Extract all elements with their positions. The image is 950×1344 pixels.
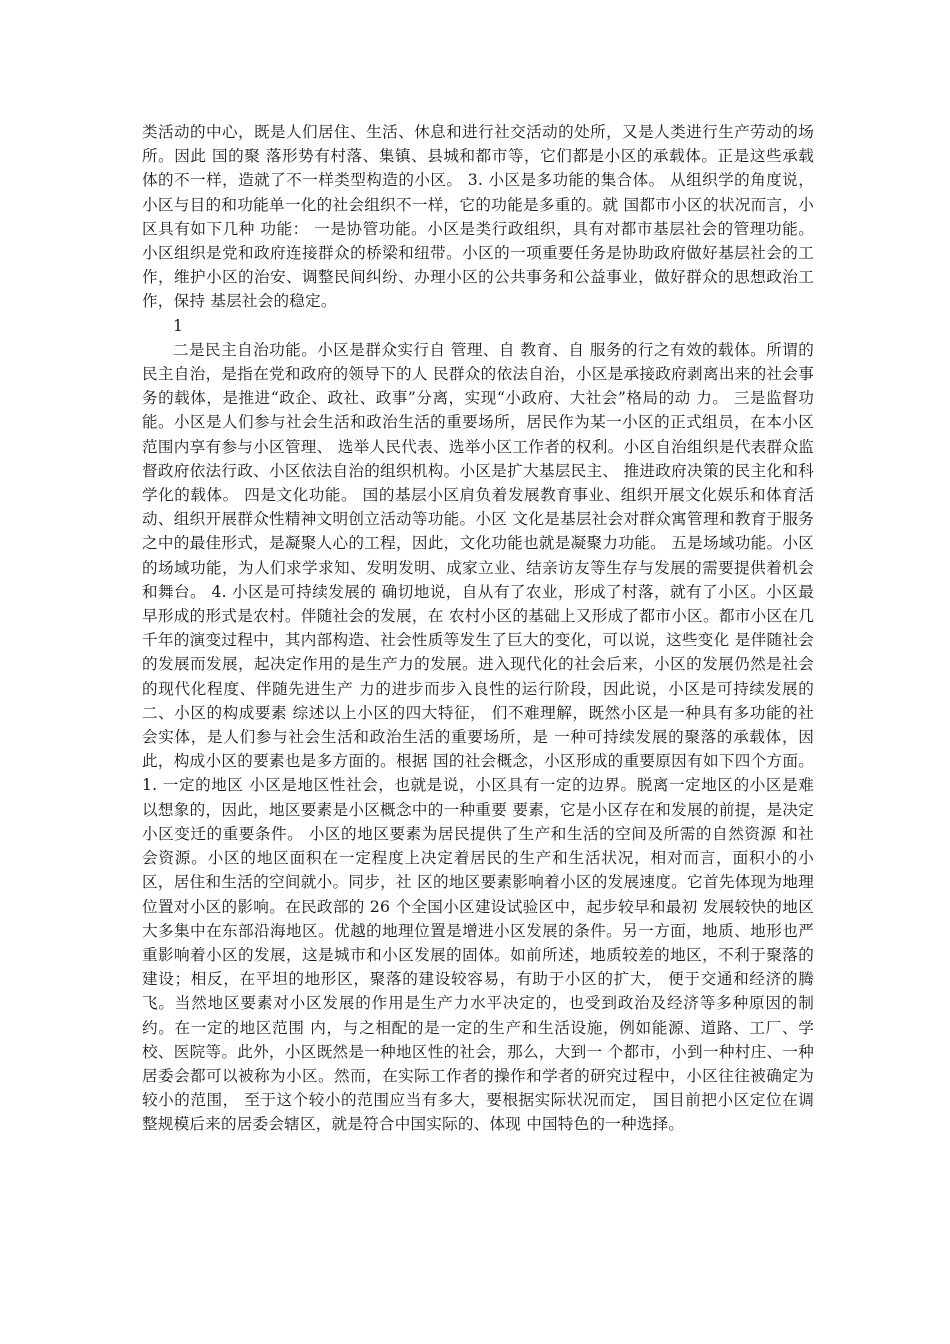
paragraph-autonomy-and-elements: 二是民主自治功能。小区是群众实行自 管理、自 教育、自 服务的行之有效的载体。所谓的民主自治，是指在党和政府的领导下的人 民群众的依法自治，小区是承接政府剥离出来的社会事务的载体，是推进“政企、政社、政事”分离，实现“小政府、大社会”格局的动 力。 三是监督功能。小区是人们参与社会生活和政治生活的重要场所，居民作为某一小区的正式组员，在本小区范围内享有参与小区管理、 选举人民代表、选举小区工作者的权利。小区自治组织是代表群众监督政府依法行政、小区依法自治的组织机构。小区是扩大基层民主、 推进政府决策的民主化和科学化的载体。 四是文化功能。 国的基层小区肩负着发展教育事业、组织开展文化娱乐和体育活动、组织开展群众性精神文明创立活动等功能。小区 文化是基层社会对群众寓管理和教育于服务之中的最佳形式，是凝聚人心的工程，因此，文化功能也就是凝聚力功能。 五是场域功能。小区的场域功能，为人们求学求知、发明发明、成家立业、结亲访友等生存与发展的需要提供着机会和舞台。 4. 小区是可持续发展的 确切地说，自从有了农业，形成了村落，就有了小区。小区最早形成的形式是农村。伴随社会的发展，在 农村小区的基础上又形成了都市小区。都市小区在几千年的演变过程中，其内部构造、社会性质等发生了巨大的变化，可以说，这些变化 是伴随社会的发展而发展，起决定作用的是生产力的发展。进入现代化的社会后来，小区的发展仍然是社会的现代化程度、伴随先进生产 力的进步而步入良性的运行阶段，因此说，小区是可持续发展的 二、小区的构成要素 综述以上小区的四大特征， 们不难理解，既然小区是一种具有多功能的社会实体，是人们参与社会生活和政治生活的重要场所，是 一种可持续发展的聚落的承载体，因此，构成小区的要素也是多方面的。根据 国的社会概念，小区形成的重要原因有如下四个方面。 1. 一定的地区 小区是地区性社会，也就是说，小区具有一定的边界。脱离一定地区的小区是难以想象的，因此，地区要素是小区概念中的一种重要 要素，它是小区存在和发展的前提，是决定小区变迁的重要条件。 小区的地区要素为居民提供了生产和生活的空间及所需的自然资源 和社会资源。小区的地区面积在一定程度上决定着居民的生产和生活状况，相对而言，面积小的小区，居住和生活的空间就小。同步，社 区的地区要素影响着小区的发展速度。它首先体现为地理位置对小区的影响。在民政部的 26 个全国小区建设试验区中，起步较早和最初 发展较快的地区大多集中在东部沿海地区。优越的地理位置是增进小区发展的条件。另一方面，地质、地形也严重影响着小区的发展，这是城市和小区发展的固体。如前所述，地质较差的地区，不利于聚落的建设；相反，在平坦的地形区，聚落的建设较容易，有助于小区的扩大， 便于交通和经济的腾飞。当然地区要素对小区发展的作用是生产力水平决定的，也受到政治及经济等多种原因的制约。在一定的地区范围 内，与之相配的是一定的生产和生活设施，例如能源、道路、工厂、学校、医院等。此外，小区既然是一种地区性的社会，那么，大到一 个都市，小到一种村庄、一种居委会都可以被称为小区。然而，在实际工作者的操作和学者的研究过程中，小区往往被确定为较小的范围， 至于这个较小的范围应当有多大，要根据实际状况而定， 国目前把小区定位在调整规模后来的居委会辖区，就是符合中国实际的、体现 中国特色的一种选择。 [142,340,814,1134]
document-page [142,120,814,1137]
paragraph-community-functions: 类活动的中心，既是人们居住、生活、休息和进行社交活动的处所，又是人类进行生产劳动的场所。因此 国的聚 落形势有村落、集镇、县城和都市等，它们都是小区的承载体。正是这些承载体的不一样，造就了不一样类型构造的小区。 3. 小区是多功能的集合体。 从组织学的角度说，小区与目的和功能单一化的社会组织不一样，它的功能是多重的。就 国都市小区的状况而言，小区具有如下几种 功能： 一是协管功能。小区是类行政组织，具有对都市基层社会的管理功能。小区组织是党和政府连接群众的桥梁和纽带。小区的一项重要任务是协助政府做好基层社会的工作，维护小区的治安、调整民间纠纷、办理小区的公共事务和公益事业，做好群众的思想政治工作，保持 基层社会的稳定。 [142,123,814,311]
page-number: 1 [173,316,184,335]
